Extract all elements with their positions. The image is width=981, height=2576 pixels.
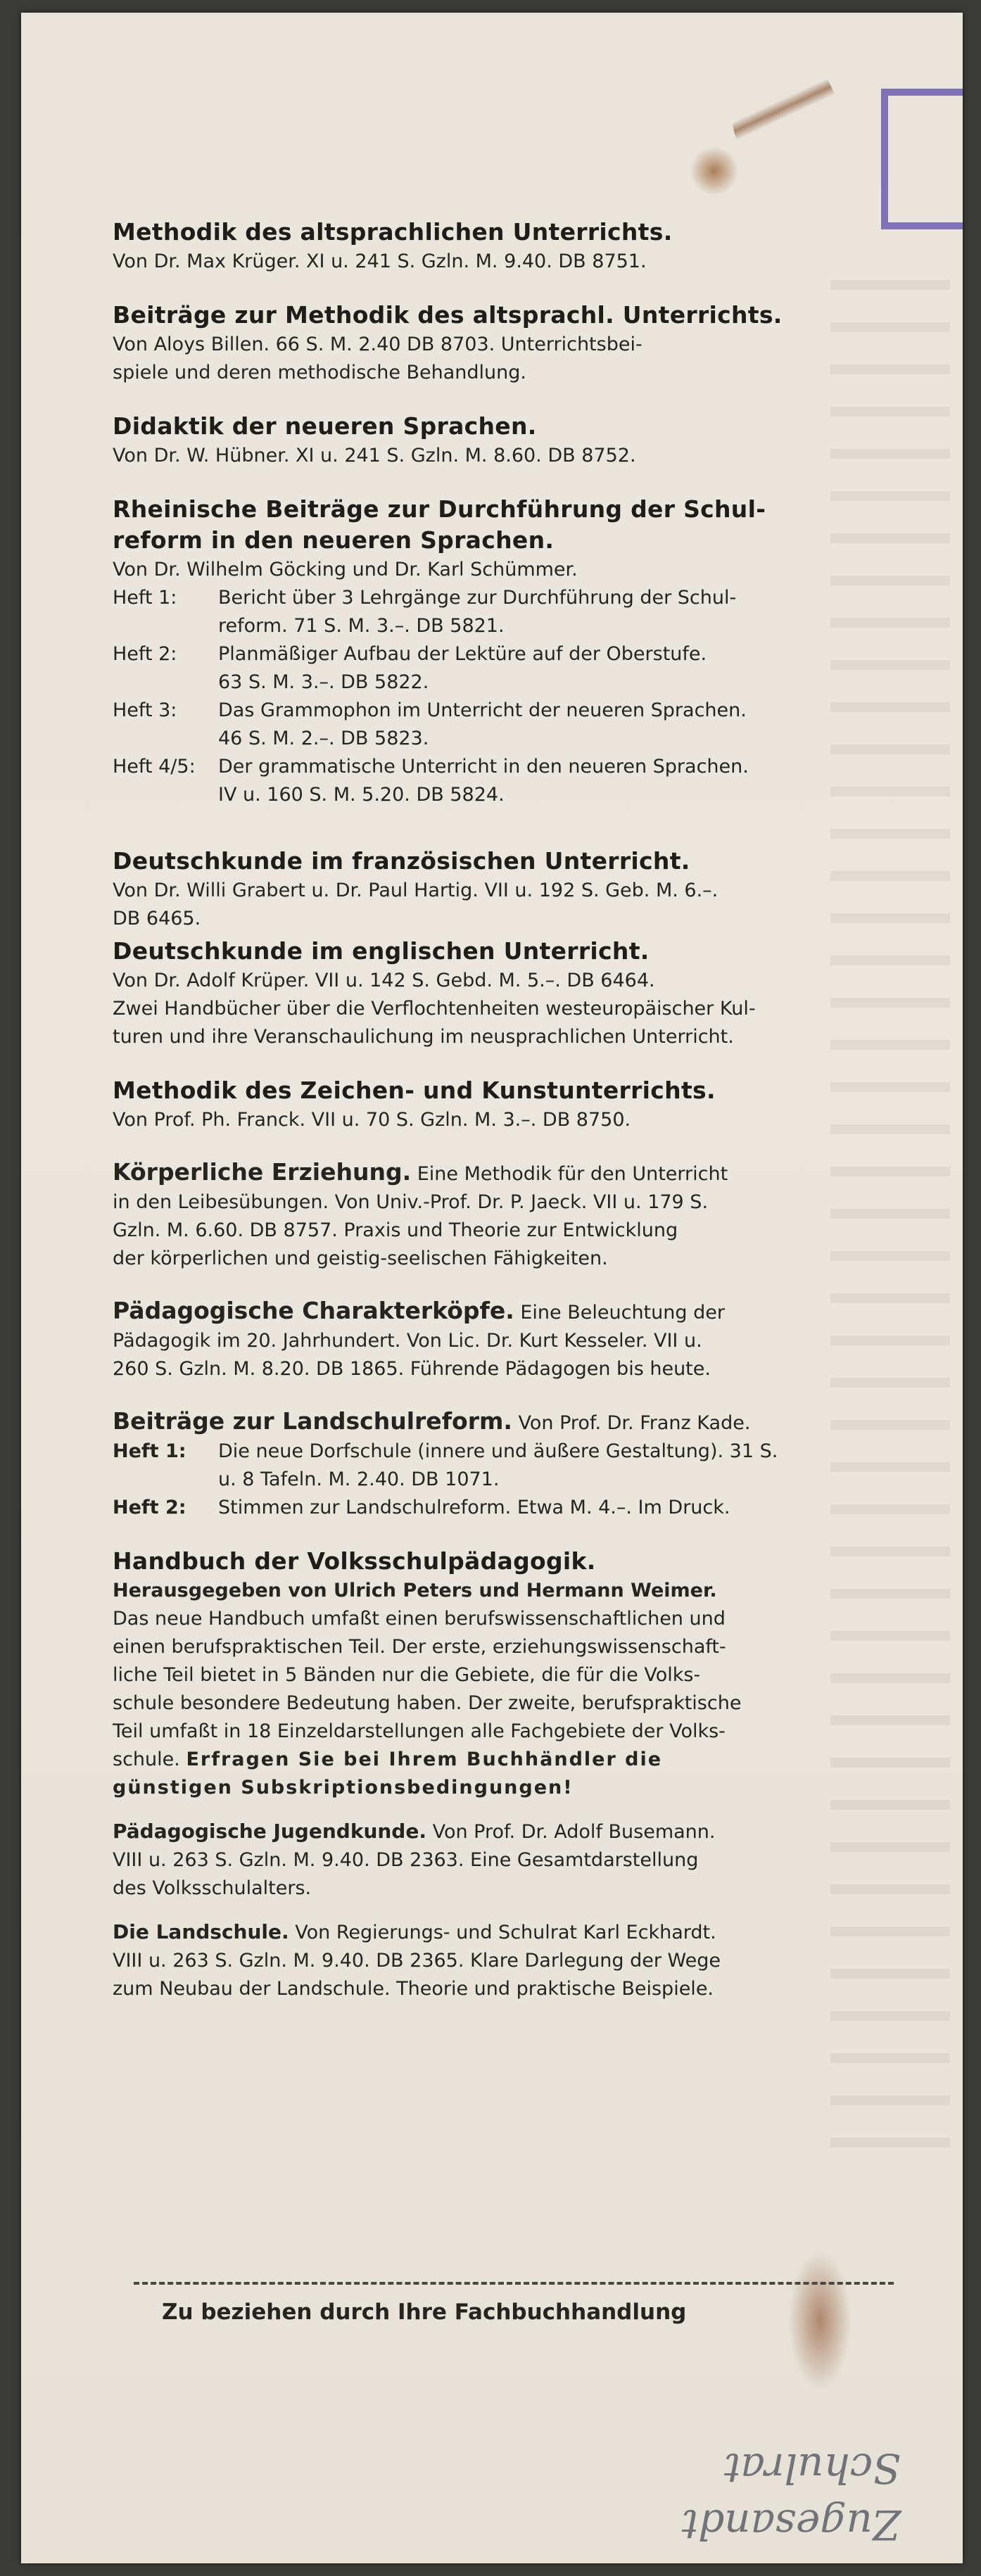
entry-text: des Volksschulalters.: [113, 1877, 312, 1899]
entry-text: Das neue Handbuch umfaßt einen berufswissenschaftlichen und: [113, 1608, 726, 1630]
entry-text: VIII u. 263 S. Gzln. M. 9.40. DB 2363. Eine Gesamtdarstellung: [113, 1849, 699, 1871]
volume-text: 63 S. M. 3.–. DB 5822.: [218, 671, 429, 693]
entry-text: 260 S. Gzln. M. 8.20. DB 1865. Führende Pädagogen bis heute.: [113, 1358, 711, 1380]
volume-item: [113, 1438, 922, 1494]
entry-title: Deutschkunde im englischen Unterricht.: [113, 937, 650, 965]
entry-title: Methodik des Zeichen- und Kunstunterrichts.: [113, 1077, 716, 1104]
volume-text: Planmäßiger Aufbau der Lektüre auf der Oberstufe.: [218, 643, 707, 665]
entry-text: Von Prof. Dr. Adolf Busemann.: [432, 1821, 716, 1843]
entry-text: Eine Methodik für den Unterricht: [417, 1163, 728, 1185]
catalog-entry: [113, 300, 922, 387]
entry-text: einen berufspraktischen Teil. Der erste, erziehungswissenschaft-: [113, 1636, 726, 1658]
document-page: [21, 13, 963, 2563]
entry-title: Didaktik der neueren Sprachen.: [113, 412, 537, 440]
entry-title: reform in den neueren Sprachen.: [113, 526, 555, 554]
stamp-mark: [881, 89, 963, 229]
stain: [690, 146, 739, 196]
sub-entry-title: Pädagogische Jugendkunde.: [113, 1820, 426, 1843]
entry-text: Von Regierungs- und Schulrat Karl Eckhardt.: [295, 1922, 716, 1943]
entry-title: Beiträge zur Landschulreform.: [113, 1407, 512, 1435]
entry-text: Von Prof. Dr. Franz Kade.: [518, 1412, 751, 1434]
entry-text: Zwei Handbücher über die Verflochtenheiten westeuropäischer Kul-: [113, 998, 756, 1020]
handwritten-note: [127, 2349, 901, 2553]
subscription-note: günstigen Subskriptionsbedingungen!: [113, 1777, 574, 1798]
sub-entry-title: Die Landschule.: [113, 1920, 289, 1943]
entry-text: Von Dr. W. Hübner. XI u. 241 S. Gzln. M. 8.60. DB 8752.: [113, 445, 636, 467]
volume-text: IV u. 160 S. M. 5.20. DB 5824.: [218, 784, 505, 806]
entry-title: Körperliche Erziehung.: [113, 1158, 412, 1186]
volume-item: [113, 1494, 922, 1522]
volume-item: [113, 640, 922, 697]
volume-label: Heft 4/5:: [113, 756, 196, 778]
entry-text: schule.: [113, 1749, 180, 1770]
stain: [732, 55, 837, 175]
catalog-entry: [113, 1297, 922, 1383]
entry-text: zum Neubau der Landschule. Theorie und praktische Beispiele.: [113, 1978, 714, 2000]
entry-text: Von Dr. Willi Grabert u. Dr. Paul Hartig. VII u. 192 S. Geb. M. 6.–.: [113, 880, 719, 901]
entry-authors: Von Dr. Wilhelm Göcking und Dr. Karl Schümmer.: [113, 559, 578, 580]
handwriting-line: Schulrat: [723, 2444, 901, 2492]
entry-text: Gzln. M. 6.60. DB 8757. Praxis und Theorie zur Entwicklung: [113, 1219, 678, 1241]
volume-text: Das Grammophon im Unterricht der neueren Sprachen.: [218, 699, 747, 721]
catalog-list: [113, 217, 922, 2003]
volume-label: Heft 1:: [113, 1440, 186, 1462]
entry-text: schule besondere Bedeutung haben. Der zweite, berufspraktische: [113, 1692, 742, 1714]
entry-text: spiele und deren methodische Behandlung.: [113, 362, 527, 383]
volume-text: Bericht über 3 Lehrgänge zur Durchführung der Schul-: [218, 587, 737, 609]
volume-text: 46 S. M. 2.–. DB 5823.: [218, 728, 429, 749]
entry-text: in den Leibesübungen. Von Univ.-Prof. Dr. P. Jaeck. VII u. 179 S.: [113, 1191, 709, 1213]
volume-label: Heft 2:: [113, 643, 177, 665]
entry-text: Teil umfaßt in 18 Einzeldarstellungen alle Fachgebiete der Volks-: [113, 1720, 726, 1742]
volume-item: [113, 697, 922, 753]
entry-editors: Herausgegeben von Ulrich Peters und Hermann Weimer.: [113, 1580, 717, 1601]
entry-title: Methodik des altsprachlichen Unterrichts.: [113, 218, 673, 246]
volume-text: u. 8 Tafeln. M. 2.40. DB 1071.: [218, 1468, 500, 1490]
footer-note: Zu beziehen durch Ihre Fachbuchhandlung: [162, 2299, 687, 2325]
catalog-entry: [113, 936, 922, 1051]
sub-entry: [113, 1918, 922, 2003]
entry-text: Von Dr. Adolf Krüper. VII u. 142 S. Gebd. M. 5.–. DB 6464.: [113, 970, 655, 991]
entry-text: der körperlichen und geistig-seelischen Fähigkeiten.: [113, 1248, 608, 1269]
catalog-entry: [113, 1158, 922, 1273]
sub-entry: [113, 1817, 922, 1903]
entry-text: turen und ihre Veranschaulichung im neusprachlichen Unterricht.: [113, 1026, 734, 1048]
volume-item: [113, 584, 922, 640]
catalog-entry: [113, 1075, 922, 1134]
volume-text: reform. 71 S. M. 3.–. DB 5821.: [218, 615, 505, 637]
catalog-entry: [113, 411, 922, 470]
entry-text: liche Teil bietet in 5 Bänden nur die Gebiete, die für die Volks-: [113, 1664, 701, 1686]
volume-label: Heft 2:: [113, 1497, 186, 1518]
volume-text: Stimmen zur Landschulreform. Etwa M. 4.–. Im Druck.: [218, 1497, 730, 1518]
entry-text: VIII u. 263 S. Gzln. M. 9.40. DB 2365. Klare Darlegung der Wege: [113, 1950, 721, 1972]
entry-text: Pädagogik im 20. Jahrhundert. Von Lic. Dr. Kurt Kesseler. VII u.: [113, 1330, 702, 1352]
handwriting-line: Zugesandt: [681, 2501, 901, 2549]
entry-text: Von Dr. Max Krüger. XI u. 241 S. Gzln. M. 9.40. DB 8751.: [113, 250, 647, 272]
entry-title: Deutschkunde im französischen Unterricht.: [113, 847, 690, 875]
divider: [134, 2282, 894, 2285]
entry-text: Von Aloys Billen. 66 S. M. 2.40 DB 8703. Unterrichtsbei-: [113, 334, 643, 355]
catalog-entry: [113, 1407, 922, 1522]
catalog-entry: [113, 217, 922, 276]
subscription-note: Erfragen Sie bei Ihrem Buchhändler die: [186, 1749, 663, 1770]
entry-title: Rheinische Beiträge zur Durchführung der Schul-: [113, 495, 766, 523]
volume-text: Der grammatische Unterricht in den neueren Sprachen.: [218, 756, 749, 778]
catalog-entry: [113, 846, 922, 933]
entry-text: Von Prof. Ph. Franck. VII u. 70 S. Gzln. M. 3.–. DB 8750.: [113, 1109, 631, 1131]
volume-label: Heft 3:: [113, 699, 177, 721]
volume-label: Heft 1:: [113, 587, 177, 609]
entry-title: Beiträge zur Methodik des altsprachl. Unterrichts.: [113, 301, 783, 329]
volume-item: [113, 753, 922, 809]
entry-text: Eine Beleuchtung der: [520, 1302, 725, 1324]
entry-title: Handbuch der Volksschulpädagogik.: [113, 1547, 596, 1575]
volume-text: Die neue Dorfschule (innere und äußere Gestaltung). 31 S.: [218, 1440, 778, 1462]
catalog-entry: [113, 1546, 922, 2003]
entry-text: DB 6465.: [113, 908, 201, 929]
entry-title: Pädagogische Charakterköpfe.: [113, 1297, 514, 1324]
catalog-entry: [113, 494, 922, 809]
